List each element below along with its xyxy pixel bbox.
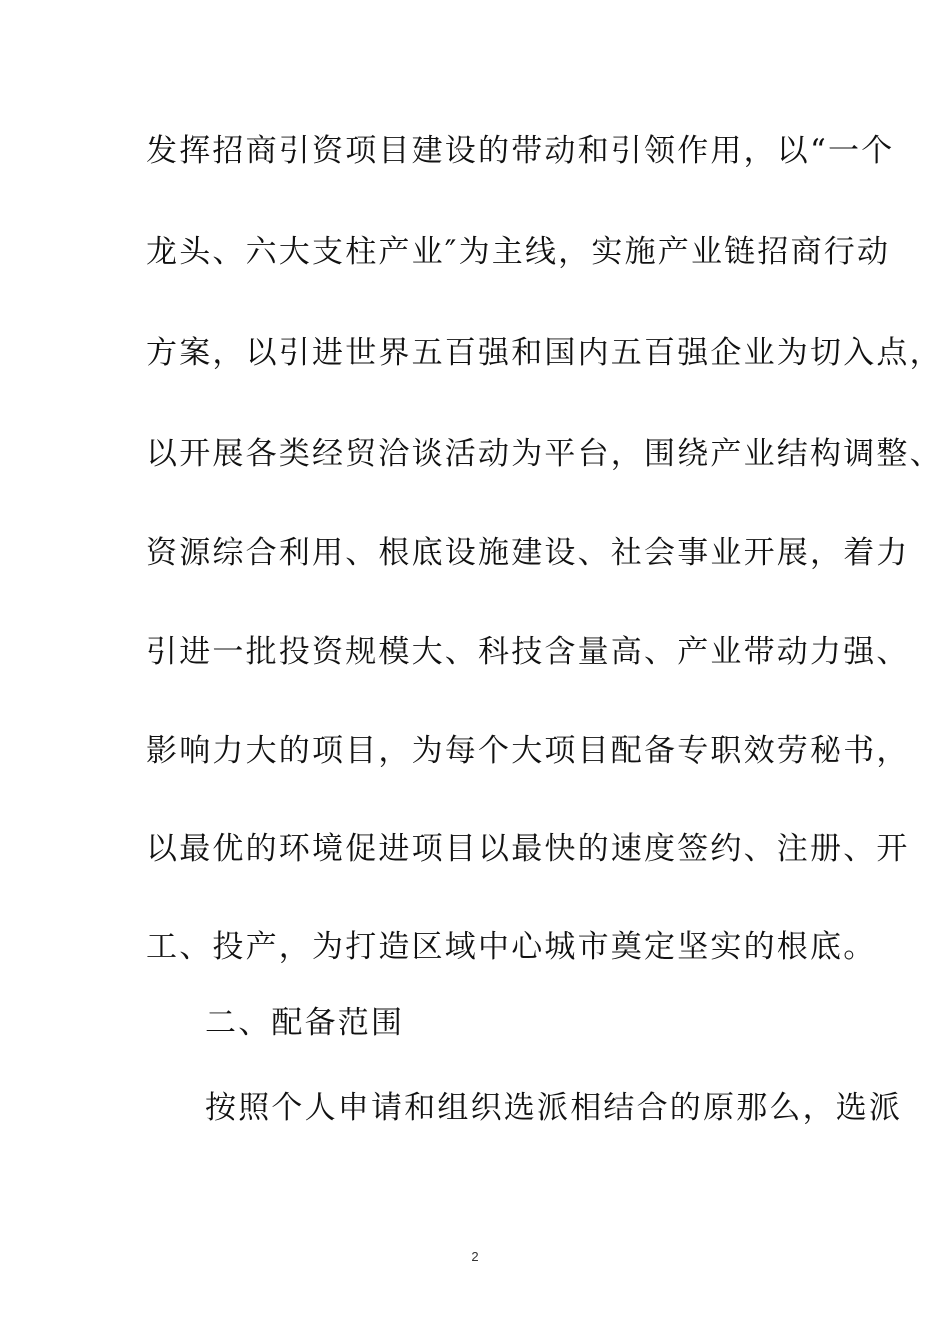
body-line-7: 影响力大的项目，为每个大项目配备专职效劳秘书，: [146, 733, 910, 769]
section-heading: 二、配备范围: [205, 1005, 405, 1041]
body-line-9: 工、投产，为打造区域中心城市奠定坚实的根底。: [146, 929, 877, 965]
body-line-4: 以开展各类经贸洽谈活动为平台，围绕产业结构调整、: [146, 436, 943, 472]
body-line-1: 发挥招商引资项目建设的带动和引领作用，以“一个: [146, 133, 895, 169]
page-number: 2: [471, 1249, 479, 1264]
body-line-5: 资源综合利用、根底设施建设、社会事业开展，着力: [146, 535, 910, 571]
paragraph-start: 按照个人申请和组织选派相结合的原那么，选派: [205, 1090, 903, 1126]
body-line-2: 龙头、六大支柱产业″为主线，实施产业链招商行动: [146, 234, 891, 270]
body-line-6: 引进一批投资规模大、科技含量高、产业带动力强、: [146, 634, 910, 670]
body-line-8: 以最优的环境促进项目以最快的速度签约、注册、开: [146, 831, 910, 867]
body-line-3: 方案，以引进世界五百强和国内五百强企业为切入点，: [146, 335, 943, 371]
